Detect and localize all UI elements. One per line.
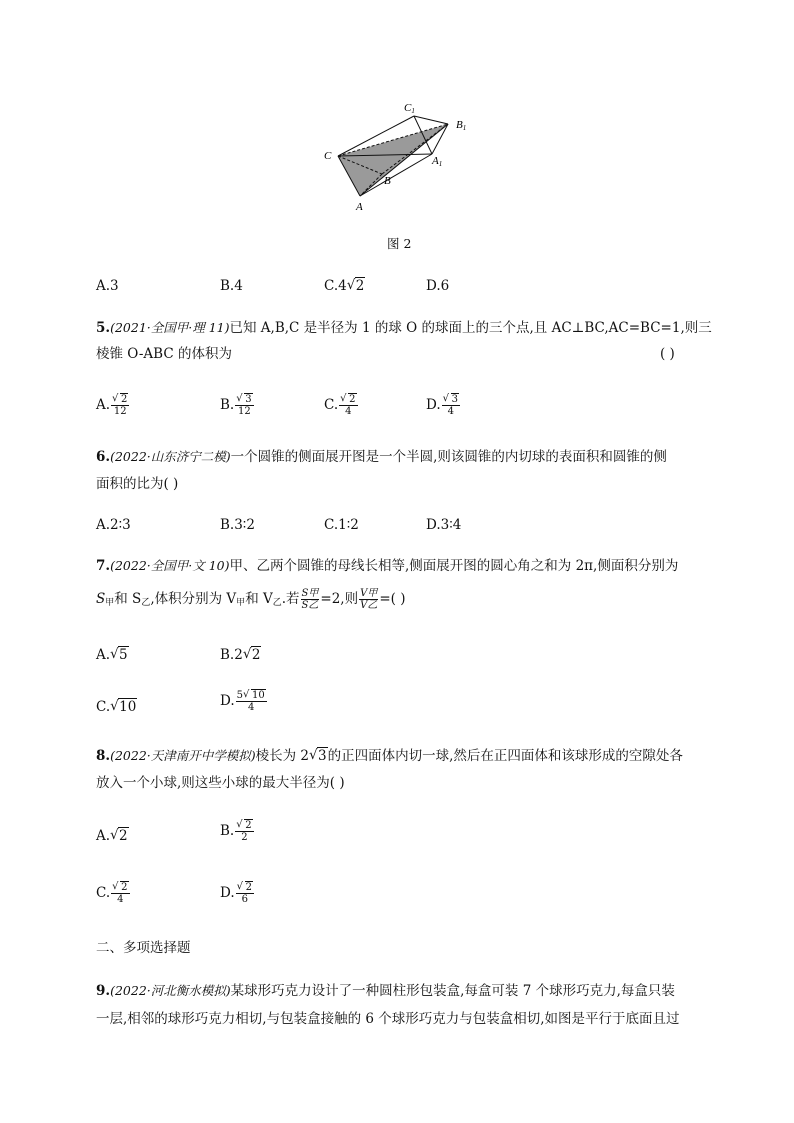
label-C1: C1: [404, 102, 415, 115]
label-B1: B1: [456, 119, 467, 132]
q4-options: [96, 276, 696, 296]
q8-option-c: C. √ $\frac{2}{4}$: [96, 882, 131, 905]
q6-option-d: D.3∶4: [426, 517, 462, 533]
q4-option-b: B.4: [220, 278, 243, 294]
q6-line2: 面积的比为( ): [96, 476, 179, 492]
q6-line1: 6.(2022·山东济宁二模)一个圆锥的侧面展开图是一个半圆,则该圆锥的内切球的表面积和圆锥的侧: [96, 449, 667, 465]
q6-option-b: B.3∶2: [220, 517, 255, 533]
q5-option-c: C. √ $\frac{2}{4}$: [324, 394, 359, 417]
q5-line1: 5.(2021·全国甲·理 11)已知 A,B,C 是半径为 1 的球 O 的球面上的三个点,且 AC⊥BC,AC=BC=1,则三: [96, 320, 712, 336]
label-A1: A1: [432, 155, 443, 168]
q7-line2: $S_甲$和 $S_乙$,体积分别为 $V_甲$和 $V_乙$.若 $\frac{\text{S甲}}{\text{S乙}}$ =2,则 $\frac{\text{V甲}}{\text{V乙}}$ =( ): [96, 588, 406, 611]
figure-caption: 图 2: [387, 236, 412, 251]
q8-option-d: D. √ $\frac{2}{6}$: [220, 882, 255, 905]
q7-option-c: C.√ 10: [96, 697, 137, 717]
q6-option-a: A.2∶3: [96, 517, 131, 533]
q4-option-a: A.3: [96, 278, 119, 294]
q5-option-b: B. √ $\frac{3}{12}$: [220, 394, 255, 417]
q8-line1: 8.(2022·天津南开中学模拟)棱长为 2√ 3的正四面体内切一球,然后在正四面体和该球形成的空隙处各: [96, 746, 683, 766]
q9-line1: 9.(2022·河北衡水模拟)某球形巧克力设计了一种圆柱形包装盒,每盒可装 7 个球形巧克力,每盒只装: [96, 983, 675, 999]
q4-option-c: C.4√ 2: [324, 276, 365, 296]
q8-option-a: A.√ 2: [96, 826, 129, 846]
q5-options: [96, 388, 696, 422]
q6-option-c: C.1∶2: [324, 517, 359, 533]
q8-option-b: B. √ $\frac{2}{2}$: [220, 820, 255, 843]
q4-option-d: D.6: [426, 278, 450, 294]
q7-option-d: D. $\frac{5√ 10}{4}$: [220, 690, 268, 713]
prism-figure: [318, 98, 478, 216]
q8-line2: 放入一个小球,则这些小球的最大半径为( ): [96, 775, 345, 791]
section-heading: 二、多项选择题: [96, 940, 191, 956]
q5-option-a: A. √ $\frac{2}{12}$: [96, 394, 130, 417]
label-A: A: [356, 201, 363, 213]
q5-answer-paren: ( ): [660, 346, 675, 362]
q5-option-d: D. √ $\frac{3}{4}$: [426, 394, 461, 417]
q5-line2: 棱锥 O-ABC 的体积为: [96, 346, 232, 362]
q7-option-b: B.2√ 2: [220, 645, 261, 665]
q7-line1: 7.(2022·全国甲·文 10)甲、乙两个圆锥的母线长相等,侧面展开图的圆心角之和为 2π,侧面积分别为: [96, 558, 679, 574]
q9-line2: 一层,相邻的球形巧克力相切,与包装盒接触的 6 个球形巧克力与包装盒相切,如图是平行于底面且过: [96, 1011, 680, 1027]
q7-option-a: A.√ 5: [96, 645, 129, 665]
q6-options: [96, 515, 696, 535]
label-B: B: [384, 175, 391, 187]
label-C: C: [324, 150, 332, 162]
